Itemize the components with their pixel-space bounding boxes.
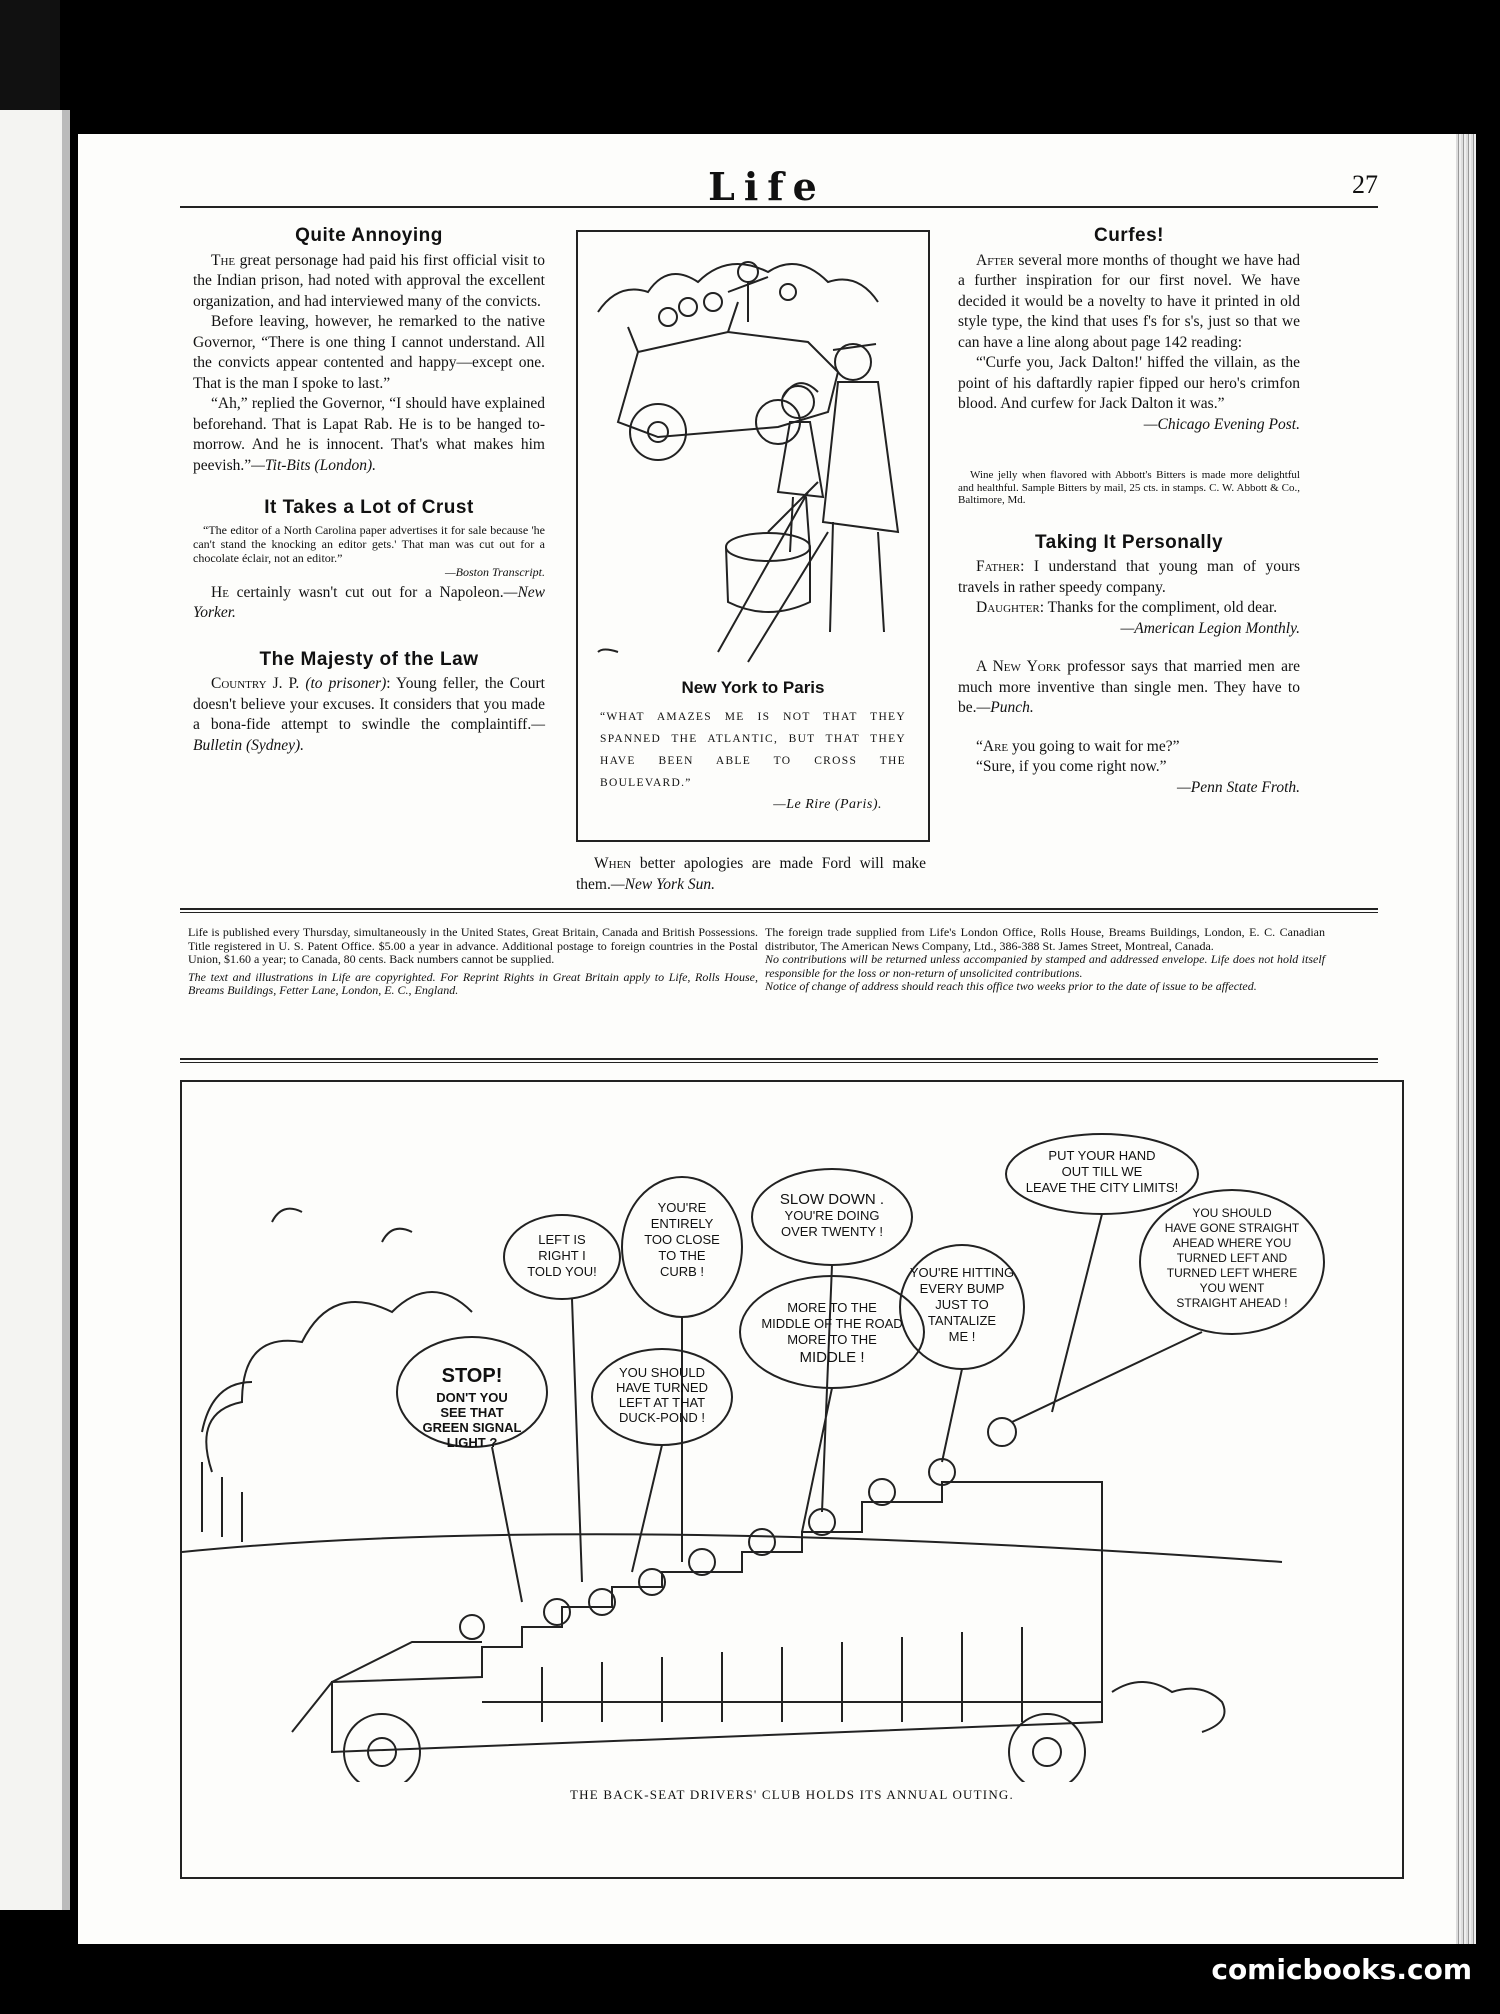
balloon-text: EVERY BUMP — [919, 1281, 1005, 1296]
cartoon-source: —Le Rire (Paris). — [773, 797, 882, 812]
cartoon-caption-text: “WHAT AMAZES ME IS NOT THAT THEY SPANNED THE ATLANTIC, BUT THAT THEY HAVE BEEN ABLE TO CROSS THE BOULEVARD.” — [600, 711, 906, 789]
balloon-text: MIDDLE OF THE ROAD — [761, 1316, 903, 1331]
page-gutter — [62, 110, 70, 1910]
cartoon-caption: THE BACK-SEAT DRIVERS' CLUB HOLDS ITS ANNUAL OUTING. — [570, 1787, 1014, 1802]
article-source: —Punch. — [976, 699, 1034, 716]
lead-word: After — [976, 251, 1015, 269]
balloon-text: OUT TILL WE — [1061, 1164, 1143, 1179]
speaker: Father: — [976, 558, 1025, 575]
balloon-text: TANTALIZE — [927, 1313, 997, 1328]
notice-rule-bottom-2 — [180, 1062, 1378, 1063]
article-title: It Takes a Lot of Crust — [264, 497, 474, 518]
balloon-text: YOU'RE HITTING — [909, 1265, 1015, 1280]
speaker: Daughter: — [976, 599, 1045, 616]
balloon-text: RIGHT I — [538, 1248, 586, 1263]
masthead: Life — [708, 164, 826, 209]
balloon-text: SEE THAT — [440, 1405, 504, 1420]
balloon-text: OVER TWENTY ! — [780, 1224, 884, 1239]
balloon-text: ENTIRELY — [650, 1216, 714, 1231]
notice-rule-top-2 — [180, 912, 1378, 913]
article-source: —Penn State Froth. — [1177, 778, 1300, 796]
balloon-text: JUST TO — [935, 1297, 989, 1312]
balloon-text: TURNED LEFT AND — [1176, 1251, 1288, 1265]
cartoon-back-seat-drivers — [180, 1080, 1404, 1879]
balloon-text: YOU'RE DOING — [784, 1208, 880, 1223]
article-source: —Chicago Evening Post. — [1143, 415, 1300, 433]
column-right — [958, 226, 1300, 798]
quoted-item-source: —Boston Transcript. — [444, 564, 545, 579]
dialogue-line: you going to wait for me?” — [1008, 737, 1180, 755]
notice-text: The foreign trade supplied from Life's London Office, Rolls House, Breams Buildings, London, E. C. Canadian distributor, The American News Company, Ltd., 386-388 St. James Street, Montreal, Canada. — [765, 925, 1325, 953]
balloon-text: HAVE TURNED — [616, 1380, 708, 1395]
balloon-text: STRAIGHT AHEAD ! — [1176, 1296, 1288, 1310]
article-title: The Majesty of the Law — [259, 648, 479, 670]
notice-rule-top — [180, 908, 1378, 910]
balloon-text: PUT YOUR HAND — [1048, 1148, 1156, 1163]
balloon-text: LIGHT ? — [446, 1435, 498, 1450]
cartoon-caption — [600, 706, 906, 816]
advertisement: Wine jelly when flavored with Abbott's Bitters is made more delightful and healthful. Sample Bitters by mail, 25 cts. in stamps. C. W. Abbott & Co., Baltimore, Md. — [958, 469, 1300, 506]
column-left — [193, 226, 545, 756]
quip-source: —New York Sun. — [610, 875, 715, 893]
quoted-item: “The editor of a North Carolina paper advertises it for sale because 'he can't stand the knocking an editor gets.' That man was cut out for a chocolate éclair, not an editor.” — [193, 522, 545, 565]
dialogue-line: “Sure, if you come right now.” — [976, 758, 1167, 775]
balloon-stop: STOP! — [441, 1365, 503, 1387]
balloon-text: DUCK-POND ! — [619, 1410, 705, 1425]
balloon-text: TO THE — [658, 1248, 706, 1263]
stage-direction: (to prisoner) — [305, 675, 387, 692]
lead-word: “Are — [976, 737, 1009, 755]
dialogue-line: Thanks for the compliment, old dear. — [1044, 599, 1278, 616]
quip-text: better apologies are made Ford will make them. — [576, 855, 926, 893]
article-text: several more months of thought we have had a further inspiration for our first novel. We have decided it would be a novelty to have it printed in old style type, the kind that uses f's for s's, just so that we can have a line along about page 142 reading: — [958, 251, 1300, 351]
watermark: comicbooks.com — [1211, 1953, 1472, 1986]
cartoon-title: New York to Paris — [681, 678, 825, 697]
balloon-text: LEAVE THE CITY LIMITS! — [1025, 1180, 1179, 1195]
balloon-text: DON'T YOU — [436, 1390, 508, 1405]
lead-word: When — [594, 855, 632, 872]
article-source: —Tit-Bits (London). — [251, 456, 376, 474]
binder-dark-area — [0, 0, 60, 110]
ford-quip — [576, 854, 926, 895]
balloon-text: TOLD YOU! — [527, 1264, 597, 1279]
article-text: Before leaving, however, he remarked to the native Governor, “There is one thing I cannot understand. All the convicts appear contented and happy—except one. That is the man I spoke to last.” — [193, 313, 545, 392]
balloon-text: TURNED LEFT WHERE — [1166, 1266, 1298, 1280]
balloon-text: CURB ! — [659, 1264, 705, 1279]
publishing-notice-right — [765, 926, 1325, 994]
balloon-text: SLOW DOWN . — [779, 1191, 885, 1208]
notice-rule-bottom — [180, 1058, 1378, 1060]
cartoon-back-seat-drivers-illustration — [182, 1082, 1398, 1782]
article-title: Curfes! — [1093, 225, 1164, 246]
page-number: 27 — [1352, 170, 1378, 199]
balloon-text: TOO CLOSE — [644, 1232, 720, 1247]
balloon-text: LEFT AT THAT — [618, 1395, 706, 1410]
balloon-text: MORE TO THE — [787, 1332, 877, 1347]
balloon-text: AHEAD WHERE YOU — [1172, 1236, 1292, 1250]
balloon-text: YOU SHOULD — [619, 1365, 705, 1380]
notice-text: The text and illustrations in Life are copyrighted. For Reprint Rights in Great Britain apply to Life, Rolls House, Breams Buildings, Fetter Lane, London, E. C., England. — [188, 969, 758, 997]
balloon-text: MORE TO THE — [787, 1300, 877, 1315]
lead-word: A New York — [976, 658, 1061, 675]
speaker: Country J. P. — [211, 675, 300, 692]
facing-page-edge — [0, 110, 70, 1910]
masthead-rule — [180, 206, 1378, 208]
cartoon-new-york-to-paris — [576, 230, 930, 842]
article-text: “'Curfe you, Jack Dalton!' hiffed the villain, as the point of his daftardly rapier fipped our hero's crimfon blood. And curfew for Jack Dalton it was.” — [958, 354, 1300, 412]
balloon-text: HAVE GONE STRAIGHT — [1164, 1221, 1300, 1235]
publishing-notice-left — [188, 926, 758, 998]
article-text: “Ah,” replied the Governor, “I should have explained beforehand. That is Lapat Rab. He is to be hanged to-morrow. And he is innocent. That's what makes him peevish.” — [193, 395, 545, 474]
balloon-text: LEFT IS — [538, 1232, 586, 1247]
article-text: great personage had paid his first official visit to the Indian prison, had noted with approval the excellent organization, and had interviewed many of the convicts. — [193, 251, 545, 310]
balloon-text: YOU SHOULD — [1192, 1206, 1272, 1220]
notice-text: No contributions will be returned unless accompanied by stamped and addressed envelope. Life does not hold itself responsible for the loss or non-return of unsolicited contributions. — [765, 952, 1325, 980]
balloon-text: YOU'RE — [657, 1200, 707, 1215]
balloon-text: ME ! — [948, 1329, 976, 1344]
article-text: certainly wasn't cut out for a Napoleon. — [228, 583, 504, 601]
article-source: —New Yorker. — [193, 583, 545, 621]
balloon-text: YOU WENT — [1199, 1281, 1265, 1295]
notice-text: Notice of change of address should reach this office two weeks prior to the date of issue to be affected. — [765, 979, 1257, 993]
magazine-page — [78, 134, 1456, 1944]
lead-word: The — [211, 251, 236, 269]
balloon-text: GREEN SIGNAL — [422, 1420, 522, 1435]
article-title: Quite Annoying — [295, 225, 443, 246]
notice-text: Life is published every Thursday, simultaneously in the United States, Great Britain, Canada and British Possessions. Title registered in U. S. Patent Office. $5.00 a year in advance. Additional postage to foreign countries in the Postal Union, $1.60 a year; to Canada, 80 cents. Back numbers cannot be supplied. — [188, 925, 758, 966]
dialogue-line: I understand that young man of yours travels in rather speedy company. — [958, 558, 1300, 596]
cartoon-illustration — [578, 232, 924, 672]
article-text: : Young feller, the Court doesn't believe your excuses. It considers that you made a bona-fide attempt to swindle the complaintiff. — [193, 675, 545, 733]
balloon-text: MIDDLE ! — [799, 1349, 865, 1366]
lead-word: He — [211, 583, 229, 601]
article-text: professor says that married men are much more inventive than single men. They have to be. — [958, 658, 1300, 716]
article-source: —Bulletin (Sydney). — [193, 716, 545, 754]
page-stack-edge — [1456, 134, 1476, 1944]
article-source: —American Legion Monthly. — [1120, 619, 1300, 637]
article-title: Taking It Personally — [1034, 531, 1224, 553]
